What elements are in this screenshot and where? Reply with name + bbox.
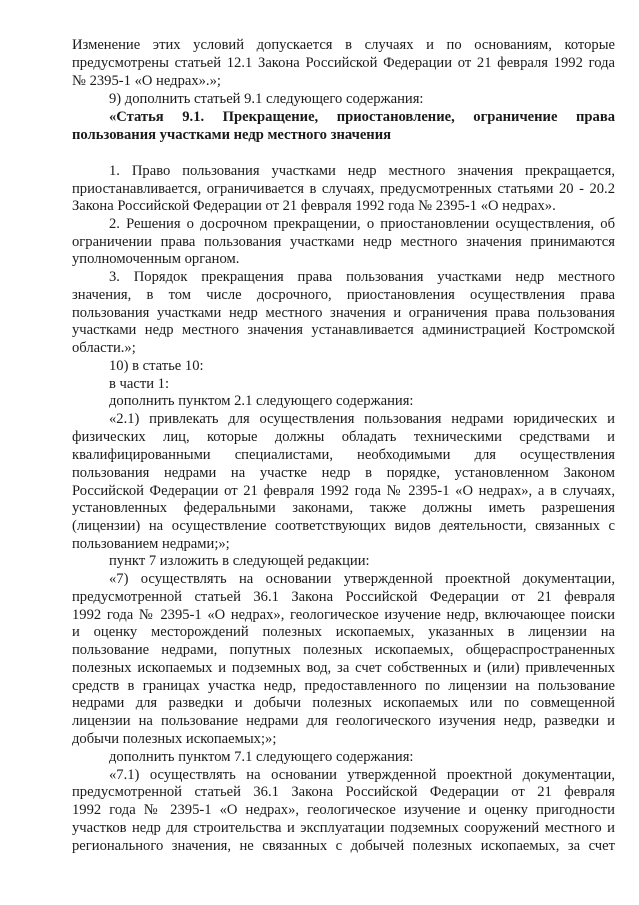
text-line: 9) дополнить статьей 9.1 следующего содержания: bbox=[109, 91, 424, 107]
text-line: установленных федеральными законами, также должны иметь разрешения bbox=[72, 500, 615, 516]
text-line: «7) осуществлять на основании утвержденной проектной документации, bbox=[109, 571, 615, 587]
text-line: Закона Российской Федерации от 21 февраля 1992 года № 2395-1 «О недрах». bbox=[72, 198, 556, 214]
text-line: средств в границах участка недр, предоставленного по лицензии на пользование bbox=[72, 678, 615, 694]
text-line: участками недр местного значения устанавливается администрацией Костромской bbox=[72, 322, 615, 338]
text-line: 1992 года № 2395-1 «О недрах», геологическое изучение недр, включающее поиски bbox=[72, 607, 615, 623]
text-line: участков недр для строительства и эксплуатации подземных сооружений местного и bbox=[72, 820, 615, 836]
text-line: приостанавливается, ограничивается в случаях, предусмотренных статьями 20 - 20.2 bbox=[72, 181, 615, 197]
text-line: уполномоченным органом. bbox=[72, 251, 240, 267]
text-line: пользование недрами, попутных полезных ископаемых, общераспространенных bbox=[72, 642, 615, 658]
text-line: полезных ископаемых и подземных вод, за счет собственных и (или) привлеченных bbox=[72, 660, 615, 676]
text-line: и оценку месторождений полезных ископаемых, указанных в лицензии на bbox=[72, 624, 615, 640]
text-line: 1. Право пользования участками недр местного значения прекращается, bbox=[109, 163, 615, 179]
text-line: (лицензии) на осуществление соответствующих видов деятельности, связанных с bbox=[72, 518, 615, 534]
text-line: «7.1) осуществлять на основании утвержденной проектной документации, bbox=[109, 767, 615, 783]
text-line: добычи полезных ископаемых;»; bbox=[72, 731, 277, 747]
text-line: № 2395-1 «О недрах».»; bbox=[72, 73, 221, 89]
text-line: ограничении права пользования участками недр местного значения принимаются bbox=[72, 234, 615, 250]
text-line: 3. Порядок прекращения права пользования участками недр местного bbox=[109, 269, 615, 285]
text-line: дополнить пунктом 2.1 следующего содержания: bbox=[109, 393, 414, 409]
text-line: пользованием недрами;»; bbox=[72, 536, 230, 552]
text-line: физических лиц, которые должны обладать техническими средствами и bbox=[72, 429, 615, 445]
article-heading-line: пользования участками недр местного значения bbox=[72, 127, 392, 143]
text-line: предусмотренной статьей 36.1 Закона Российской Федерации от 21 февраля bbox=[72, 589, 615, 605]
text-line: предусмотрены статьей 12.1 Закона Российской Федерации от 21 февраля 1992 года bbox=[72, 55, 615, 71]
text-line: предусмотренной статьей 36.1 Закона Российской Федерации от 21 февраля bbox=[72, 784, 615, 800]
text-line: регионального значения, не связанных с добычей полезных ископаемых, за счет bbox=[72, 838, 615, 854]
text-line: значения, в том числе досрочного, приостановления осуществления права bbox=[72, 287, 615, 303]
text-line: 10) в статье 10: bbox=[109, 358, 204, 374]
text-line: области.»; bbox=[72, 340, 136, 356]
text-line: 1992 года № 2395-1 «О недрах», геологическое изучение и оценку пригодности bbox=[72, 802, 615, 818]
text-line: недрами для разведки и добычи полезных ископаемых или по совмещенной bbox=[72, 695, 615, 711]
text-line: квалифицированными специалистами, необходимыми для осуществления bbox=[72, 447, 615, 463]
text-line: Российской Федерации от 21 февраля 1992 года № 2395-1 «О недрах», а в случаях, bbox=[72, 483, 615, 499]
text-line: «2.1) привлекать для осуществления пользования недрами юридических и bbox=[109, 411, 615, 427]
article-heading-line: «Статья 9.1. Прекращение, приостановление, ограничение права bbox=[109, 109, 615, 125]
text-line: пользования участками недр местного значения и ограничения права пользования bbox=[72, 305, 615, 321]
text-line: пользования недрами на участке недр в порядке, установленном Законом bbox=[72, 465, 615, 481]
text-line: дополнить пунктом 7.1 следующего содержания: bbox=[109, 749, 414, 765]
text-line: пункт 7 изложить в следующей редакции: bbox=[109, 553, 370, 569]
text-line: Изменение этих условий допускается в случаях и по основаниям, которые bbox=[72, 37, 615, 53]
text-line: лицензии на пользование недрами для геологического изучения недр, разведки и bbox=[72, 713, 615, 729]
text-line: 2. Решения о досрочном прекращении, о приостановлении осуществления, об bbox=[109, 216, 615, 232]
text-line: в части 1: bbox=[109, 376, 170, 392]
